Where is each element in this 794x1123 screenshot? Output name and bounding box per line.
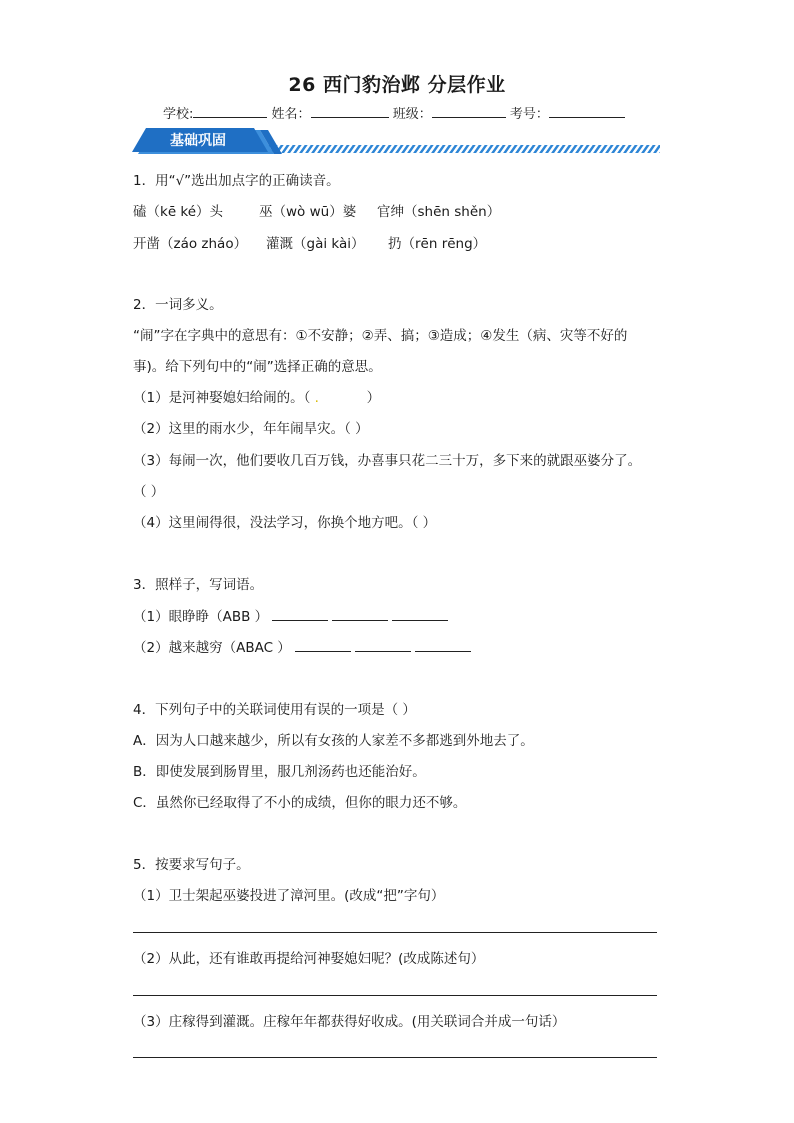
q3-1-blank-1[interactable] [272, 607, 328, 621]
q2-sentence-4[interactable]: （4）这里闹得很，没法学习，你换个地方吧。（ ） [133, 515, 437, 531]
q4-stem: 4．下列句子中的关联词使用有误的一项是（ ） [133, 702, 416, 718]
q3-2-blank-2[interactable] [355, 638, 411, 652]
q3-item-1: （1）眼睁睁（ABB ） [133, 607, 452, 626]
q1-item-guangai[interactable]: 灌溉（gài kài） [266, 236, 365, 252]
answer-blank[interactable]: . [310, 390, 319, 406]
q1-item-wupo[interactable]: 巫（wò wū）婆 [259, 204, 357, 220]
q1-item-kaizao[interactable]: 开凿（záo zháo） [133, 236, 248, 252]
q5-answer-line-1[interactable] [133, 932, 657, 933]
q4-option-c[interactable]: C．虽然你已经取得了不小的成绩，但你的眼力还不够。 [133, 795, 467, 811]
q5-item-3: （3）庄稼得到灌溉。庄稼年年都获得好收成。(用关联词合并成一句话） [133, 1014, 566, 1030]
q5-answer-line-3[interactable] [133, 1057, 657, 1058]
q2-sentence-2[interactable]: （2）这里的雨水少，年年闹旱灾。（ ） [133, 421, 369, 437]
class-blank[interactable] [432, 103, 506, 118]
q5-answer-line-2[interactable] [133, 995, 657, 996]
q4-option-a[interactable]: A．因为人口越来越少，所以有女孩的人家差不多都逃到外地去了。 [133, 733, 534, 749]
q3-item-2: （2）越来越穷（ABAC ） [133, 638, 475, 657]
school-blank[interactable] [193, 103, 267, 118]
q1-row2 [133, 235, 487, 253]
q2-sentence-3: （3）每闹一次，他们要收几百万钱，办喜事只花二三十万，多下来的就跟巫婆分了。 [133, 453, 642, 469]
q1-item-reng[interactable]: 扔（rēn rēng） [388, 236, 487, 252]
q3-stem: 3．照样子，写词语。 [133, 577, 264, 593]
name-label: 姓名： [271, 107, 311, 122]
q1-stem: 1．用“√”选出加点字的正确读音。 [133, 173, 340, 189]
q3-1-blank-2[interactable] [332, 607, 388, 621]
q1-item-guanshen[interactable]: 官绅（shēn shěn） [377, 204, 501, 220]
school-label: 学校: [163, 107, 194, 122]
q1-item-kedou[interactable]: 磕（kē ké）头 [133, 204, 224, 220]
q2-paragraph-1: “闹”字在字典中的意思有：①不安静；②弄、搞；③造成；④发生（病、灾等不好的 [133, 328, 628, 344]
number-blank[interactable] [549, 103, 625, 118]
q5-item-2: （2）从此，还有谁敢再提给河神娶媳妇呢？(改成陈述句） [133, 951, 485, 967]
section-banner [132, 126, 662, 156]
banner-stripes [262, 145, 660, 153]
q4-option-b[interactable]: B．即使发展到肠胃里，服几剂汤药也还能治好。 [133, 764, 426, 780]
q1-row1 [133, 203, 501, 221]
class-label: 班级： [392, 107, 432, 122]
student-info-line [163, 103, 625, 122]
q3-1-blank-3[interactable] [392, 607, 448, 621]
number-label: 考号： [509, 107, 549, 122]
q2-paragraph-2: 事)。给下列句中的“闹”选择正确的意思。 [133, 359, 382, 375]
q3-2-blank-3[interactable] [415, 638, 471, 652]
banner-label: 基础巩固 [170, 133, 226, 149]
page-title: 26 西门豹治邺 分层作业 [288, 74, 506, 96]
q2-sentence-1: （1）是河神娶媳妇给闹的。（ . ） [133, 390, 381, 406]
q2-stem: 2．一词多义。 [133, 297, 223, 313]
q5-item-1: （1）卫士架起巫婆投进了漳河里。(改成“把”字句） [133, 888, 445, 904]
q3-2-blank-1[interactable] [295, 638, 351, 652]
name-blank[interactable] [311, 103, 389, 118]
q2-sentence-3-answer[interactable]: （ ） [133, 484, 165, 500]
q5-stem: 5．按要求写句子。 [133, 857, 250, 873]
